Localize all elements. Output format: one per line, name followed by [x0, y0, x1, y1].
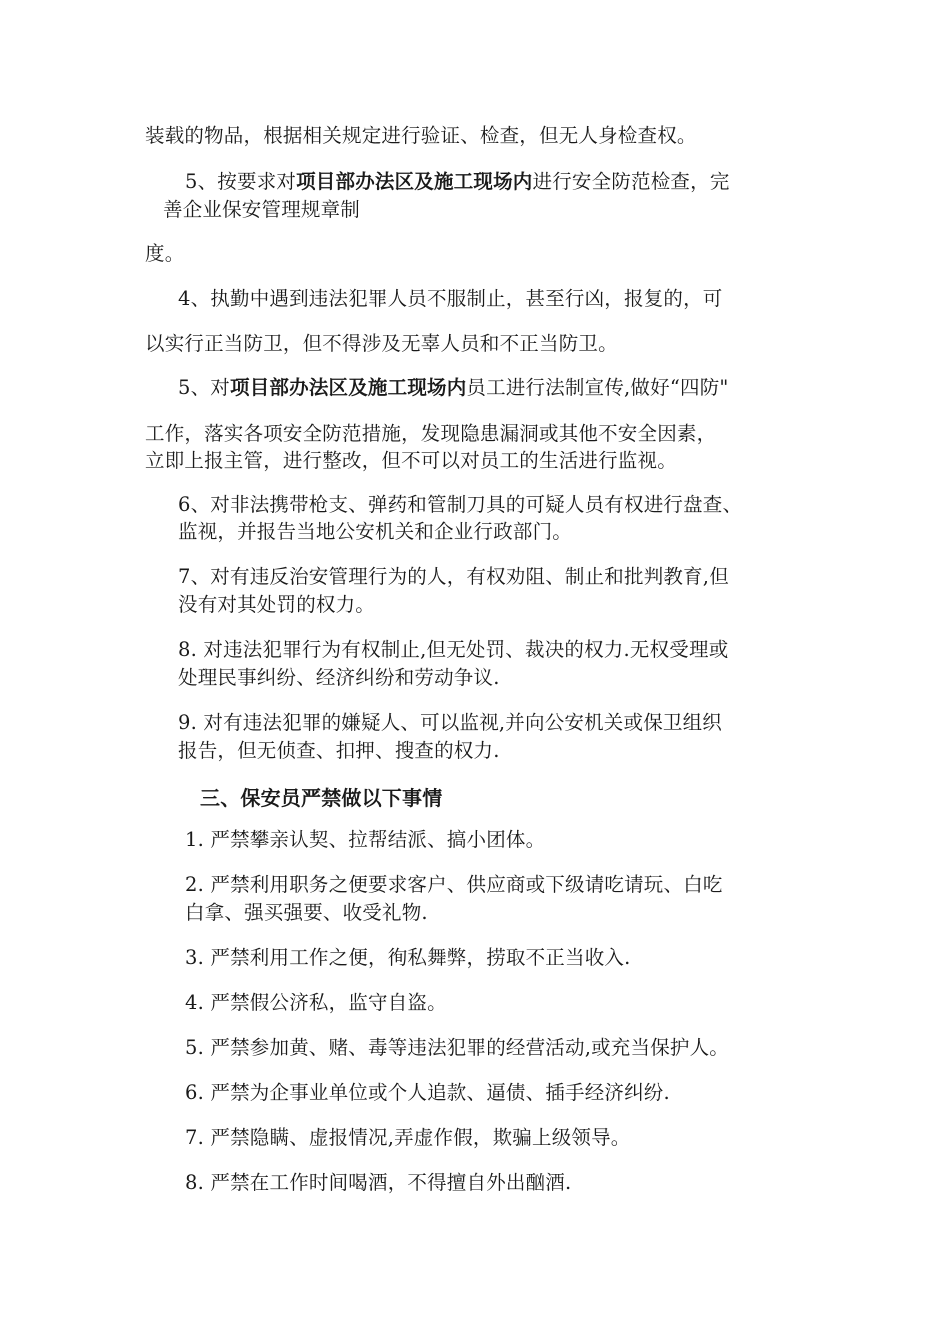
text-run: 5. 严禁参加黄、赌、毒等违法犯罪的经营活动,或充当保护人。 [185, 1036, 730, 1059]
paragraph-line [145, 240, 184, 268]
text-run: 2. 严禁利用职务之便要求客户、供应商或下级请吃请玩、白吃 [185, 873, 723, 896]
paragraph-line [178, 737, 500, 765]
text-run: 8. 对违法犯罪行为有权制止,但无处罚、裁决的权力.无权受理或 [178, 638, 729, 661]
text-run: 1. 严禁攀亲认契、拉帮结派、搞小团体。 [185, 828, 546, 851]
paragraph-line [178, 374, 729, 402]
text-run: 装载的物品，根据相关规定进行验证、检查，但无人身检查权。 [145, 124, 697, 147]
bold-text-run: 项目部办法区及施工现场内 [230, 376, 467, 399]
text-run: 报告，但无侦查、扣押、搜查的权力. [178, 739, 500, 762]
paragraph-line [178, 664, 500, 692]
paragraph-line [178, 636, 728, 664]
text-run: 白拿、强买强要、收受礼物. [185, 901, 428, 924]
text-run: 7、对有违反治安管理行为的人，有权劝阻、制止和批判教育,但 [178, 565, 729, 588]
text-run: 3. 严禁利用工作之便，徇私舞弊，捞取不正当收入. [185, 946, 631, 969]
list-item [185, 989, 447, 1017]
heading-text: 三、保安员严禁做以下事情 [200, 786, 443, 810]
text-run: 9. 对有违法犯罪的嫌疑人、可以监视,并向公安机关或保卫组织 [178, 711, 723, 734]
list-item [185, 826, 545, 854]
list-item [185, 944, 631, 972]
paragraph-line [185, 168, 730, 196]
text-run: 没有对其处罚的权力。 [178, 593, 376, 616]
text-run: 以实行正当防卫，但不得涉及无辜人员和不正当防卫。 [145, 332, 618, 355]
paragraph-line [178, 491, 742, 519]
text-run: 工作，落实各项安全防范措施，发现隐患漏洞或其他不安全因素， [145, 422, 717, 445]
paragraph-line [145, 420, 716, 448]
list-item [185, 1124, 631, 1152]
paragraph-line [145, 122, 697, 150]
text-run: 4、执勤中遇到违法犯罪人员不服制止，甚至行凶，报复的，可 [178, 287, 723, 310]
list-item [185, 1034, 729, 1062]
list-item-continuation [185, 899, 428, 927]
text-run: 5、按要求对 [185, 170, 297, 193]
text-run: 5、对 [178, 376, 231, 399]
paragraph-line [178, 709, 722, 737]
text-run: 监视，并报告当地公安机关和企业行政部门。 [178, 520, 573, 543]
paragraph-line [178, 591, 375, 619]
text-run: 度。 [145, 242, 185, 265]
text-run: 6、对非法携带枪支、弹药和管制刀具的可疑人员有权进行盘查、 [178, 493, 743, 516]
paragraph-line [163, 196, 360, 224]
text-run: 员工进行法制宣传,做好“四防" [466, 376, 729, 399]
text-run: 进行安全防范检查，完 [532, 170, 730, 193]
text-run: 7. 严禁隐瞒、虚报情况,弄虚作假，欺骗上级领导。 [185, 1126, 631, 1149]
text-run: 6. 严禁为企事业单位或个人追款、逼债、插手经济纠纷. [185, 1081, 670, 1104]
bold-text-run: 项目部办法区及施工现场内 [296, 170, 533, 193]
text-run: 立即上报主管，进行整改，但不可以对员工的生活进行监视。 [145, 449, 677, 472]
paragraph-line [178, 563, 729, 591]
list-item [185, 1169, 571, 1197]
list-item [185, 1079, 670, 1107]
paragraph-line [178, 518, 572, 546]
paragraph-line [178, 285, 723, 313]
paragraph-line [145, 330, 618, 358]
list-item [185, 871, 723, 899]
text-run: 善企业保安管理规章制 [163, 198, 361, 221]
text-run: 4. 严禁假公济私，监守自盗。 [185, 991, 447, 1014]
paragraph-line [145, 447, 677, 475]
section-heading [200, 784, 442, 812]
text-run: 8. 严禁在工作时间喝酒，不得擅自外出酗酒. [185, 1171, 572, 1194]
text-run: 处理民事纠纷、经济纠纷和劳动争议. [178, 666, 500, 689]
